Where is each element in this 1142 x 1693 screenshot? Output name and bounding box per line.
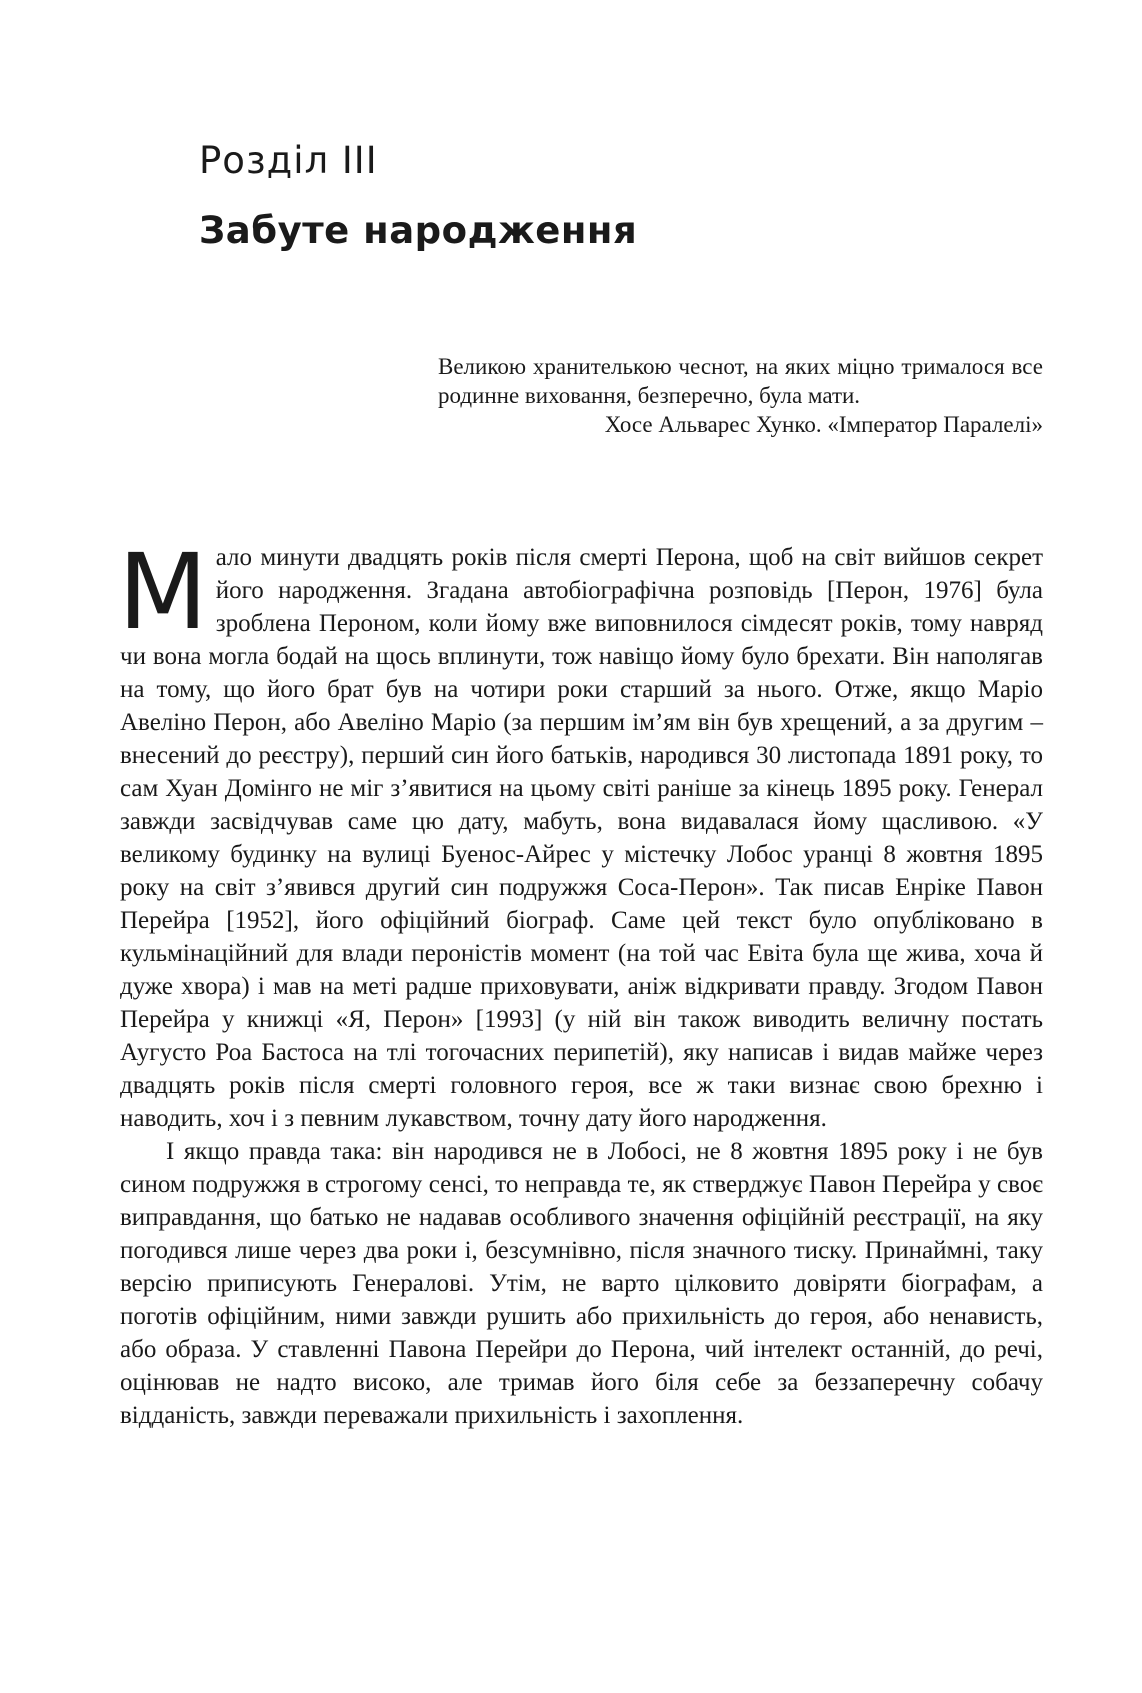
epigraph-source: Хосе Альварес Хунко. «Імператор Паралелі» bbox=[604, 412, 1043, 437]
main-text bbox=[118, 531, 1043, 1432]
paragraph: І якщо правда така: він народився не в Лобосі, не 8 жовтня 1895 року і не був сином подружжя в строгому сенсі, то неправда те, як стверджує Павон Перейра у своє виправдання, що батько не надавав особливого значення офіційній реєстрації, на яку погодився лише через два роки і, безсумнівно, після значного тиску. Принаймні, таку версію приписують Генералові. Утім, не варто цілковито довіряти біографам, а поготів офіційним, ними завжди рушить або прихильність до героя, або ненависть, або образа. У ставленні Павона Перейри до Перона, чий інтелект останній, до речі, оцінював не надто високо, але тримав його біля себе за беззаперечну собачу відданість, завжди переважали прихильність і захоплення. bbox=[120, 1138, 1043, 1429]
epigraph-quote: Великою хранителькою чеснот, на яких міцно трималося все родинне виховання, безперечно, була мати. bbox=[438, 354, 1043, 408]
epigraph bbox=[438, 352, 1043, 439]
chapter-number: Розділ III bbox=[199, 139, 378, 182]
paragraph bbox=[118, 531, 1043, 1135]
paragraph-text: ало минути двадцять років після смерті Перона, щоб на світ вийшов секрет його народження. Згадана автобіографічна розповідь [Перон, 1976] була зроблена Пероном, коли йому вже виповнилося сімдесят років, тому навряд чи вона могла бодай на щось вплинути, тож навіщо йому було брехати. Він наполягав на тому, що його брат був на чотири роки старший за нього. Отже, якщо Маріо Авеліно Перон, або Авеліно Маріо (за першим ім’ям він був хрещений, а за другим – внесений до реєстру), перший син його батьків, народився 30 листопада 1891 року, то сам Хуан Домінго не міг з’явитися на цьому світі раніше за кінець 1895 року. Генерал завжди засвідчував саме цю дату, мабуть, вона видавалася йому щасливою. «У великому будинку на вулиці Буенос-Айрес у містечку Лобос уранці 8 жовтня 1895 року на світ з’явився другий син подружжя Соса-Перон». Так писав Енріке Павон Перейра [1952], його офіційний біограф. Саме цей текст було опубліковано в кульмінаційний для влади пероністів момент (на той час Евіта була ще жива, хоча й дуже хвора) і мав на меті радше приховувати, аніж відкривати правду. Згодом Павон Перейра у книжці «Я, Перон» [1993] (у ній він також виводить величну постать Аугусто Роа Бастоса на тлі тогочасних перипетій), яку написав і видав майже через двадцять років після смерті головного героя, все ж таки визнає свою брехню і наводить, хоч і з певним лукавством, точну дату його народження. bbox=[120, 544, 1043, 1132]
chapter-title: Забуте народження bbox=[199, 209, 638, 252]
drop-cap: М bbox=[118, 531, 208, 653]
